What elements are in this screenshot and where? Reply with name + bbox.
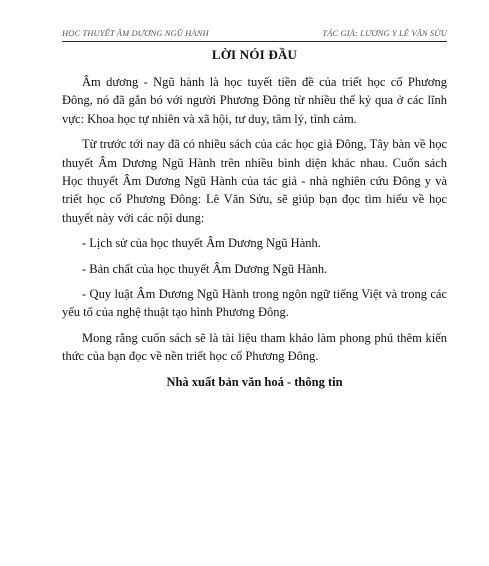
header-author: TÁC GIẢ: LƯƠNG Y LÊ VĂN SỬU <box>322 28 447 38</box>
publisher-signature: Nhà xuất bản văn hoá - thông tin <box>166 374 343 389</box>
document-body <box>62 73 447 398</box>
content-list-item: - Bản chất của học thuyết Âm Dương Ngũ Hành. <box>82 261 328 276</box>
overview-paragraph: Từ trước tới nay đã có nhiều sách của các học giả Đông, Tây bàn về học thuyết Âm Dương Ngũ Hành trên nhiều bình diện khác nhau. Cuốn sách Học thuyết Âm Dương Ngũ Hành của tác giả - nhà nghiên cứu Đông y và triết học cổ Phương Đông: Lê Văn Sửu, sẽ giúp bạn đọc tìm hiểu về học thuyết này với các nội dung: <box>62 137 447 225</box>
intro-paragraph: Âm dương - Ngũ hành là học tuyết tiền đề của triết học cổ Phương Đông, nó đã gắn bó với người Phương Đông từ nhiều thế kỷ qua ở các lĩnh vực: Khoa học tự nhiên và xã hội, tư duy, tâm lý, tình cảm. <box>62 75 447 126</box>
content-list-item: - Quy luật Âm Dương Ngũ Hành trong ngôn ngữ tiếng Việt và trong các yếu tố của nghệ thuật tạo hình Phương Đông. <box>62 287 447 320</box>
content-list-item: - Lịch sử của học thuyết Âm Dương Ngũ Hành. <box>82 236 321 251</box>
closing-paragraph: Mong rằng cuốn sách sẽ là tài liệu tham khảo làm phong phú thêm kiến thức của bạn đọc về nền triết học cổ Phương Đông. <box>62 330 447 364</box>
header-rule <box>62 41 447 42</box>
page-title: LỜI NÓI ĐẦU <box>211 47 298 62</box>
running-header <box>62 28 447 38</box>
header-book-title: HỌC THUYẾT ÂM DƯƠNG NGŨ HÀNH <box>62 28 209 38</box>
